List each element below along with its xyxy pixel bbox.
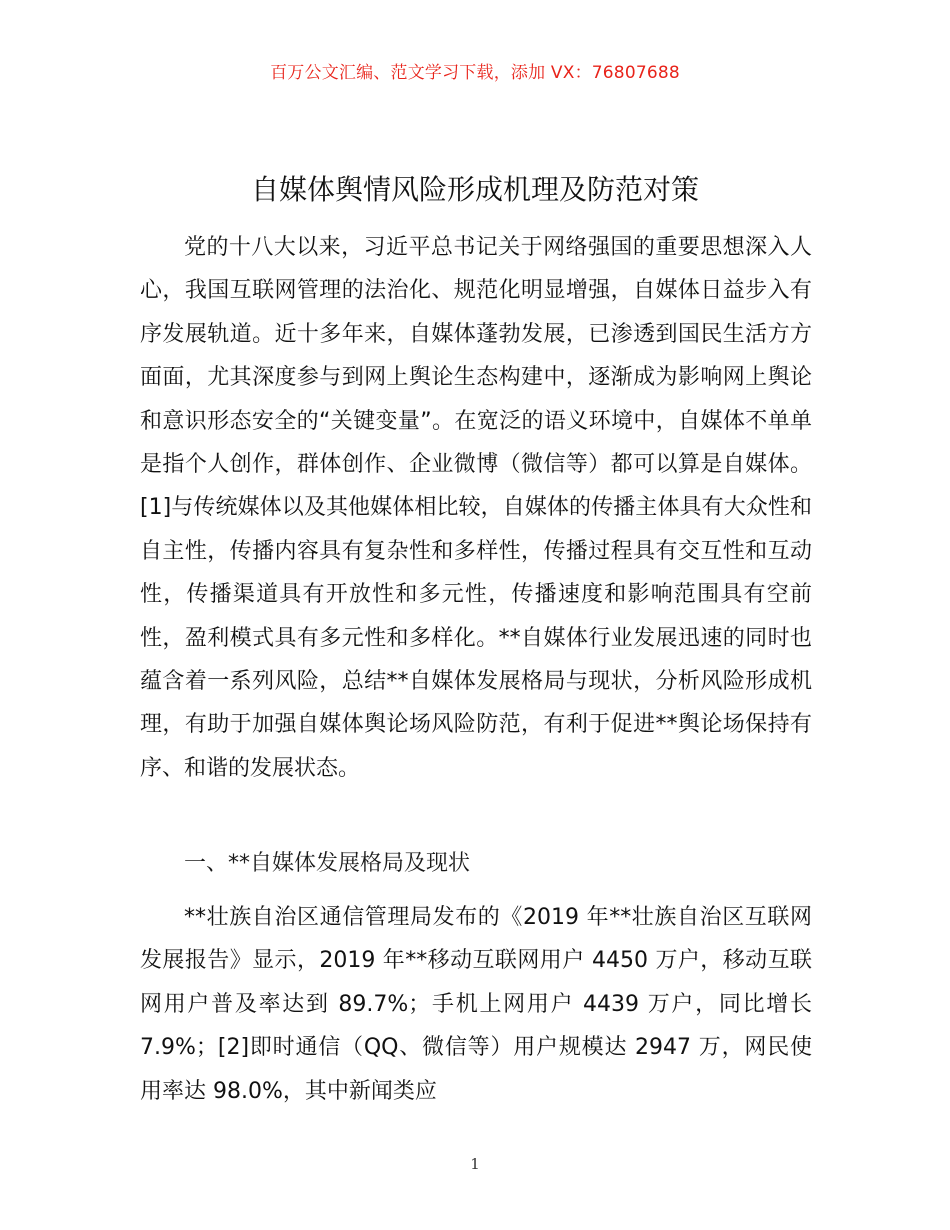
section-heading-1: 一、**自媒体发展格局及现状 <box>184 851 471 876</box>
paragraph-intro: 党的十八大以来，习近平总书记关于网络强国的重要思想深入人心，我国互联网管理的法治化、规范化明显增强，自媒体日益步入有序发展轨道。近十多年来，自媒体蓬勃发展，已渗透到国民生活方方面面，尤其深度参与到网上舆论生态构建中，逐渐成为影响网上舆论和意识形态安全的“关键变量”。在宽泛的语义环境中，自媒体不单单是指个人创作，群体创作、企业微博（微信等）都可以算是自媒体。[1]与传统媒体以及其他媒体相比较，自媒体的传播主体具有大众性和自主性，传播内容具有复杂性和多样性，传播过程具有交互性和互动性，传播渠道具有开放性和多元性，传播速度和影响范围具有空前性，盈利模式具有多元性和多样化。**自媒体行业发展迅速的同时也蕴含着一系列风险，总结**自媒体发展格局与现状，分析风险形成机理，有助于加强自媒体舆论场风险防范，有利于促进**舆论场保持有序、和谐的发展状态。 <box>140 235 812 781</box>
watermark-header: 百万公文汇编、范文学习下载，添加 VX：76807688 <box>270 63 680 83</box>
document-title: 自媒体舆情风险形成机理及防范对策 <box>250 173 699 206</box>
page-number: 1 <box>470 1155 480 1173</box>
paragraph-section-1: **壮族自治区通信管理局发布的《2019 年**壮族自治区互联网发展报告》显示，2019 年**移动互联网用户 4450 万户，移动互联网用户普及率达到 89.7%；手机上网用户 4439 万户，同比增长 7.9%；[2]即时通信（QQ、微信等）用户规模达 2947 万，网民使用率达 98.0%，其中新闻类应 <box>140 905 812 1104</box>
